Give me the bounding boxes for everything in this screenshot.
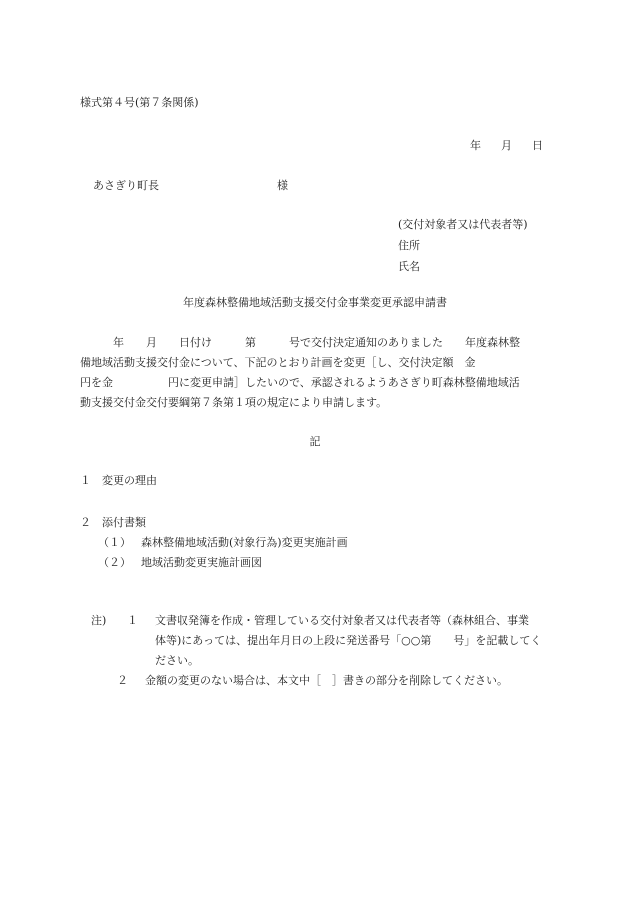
section-attachments: ２ 添付書類 <box>80 516 146 529</box>
note-text: ださい。 <box>155 654 199 667</box>
notes <box>91 612 571 692</box>
attachment-label: （２） <box>98 556 131 569</box>
document-title: 年度森林整備地域活動支援交付金事業変更承認申請書 <box>183 296 447 309</box>
attachment-text: 森林整備地域活動(対象行為)変更実施計画 <box>141 536 348 549</box>
body-line: 動支援交付金交付要綱第７条第１項の規定により申請します。 <box>80 396 388 409</box>
note-row <box>91 632 571 652</box>
date-line <box>470 138 543 154</box>
form-number: 様式第４号(第７条関係) <box>80 96 199 109</box>
attachment-label: （１） <box>98 536 131 549</box>
note-number: ２ <box>117 674 128 687</box>
applicant-name-label: 氏名 <box>398 260 420 273</box>
date-day: 日 <box>532 139 543 152</box>
note-text: 文書収発簿を作成・管理している交付対象者又は代表者等（森林組合、事業 <box>155 614 529 627</box>
body-text <box>80 334 560 414</box>
note-text: 体等)にあっては、提出年月日の上段に発送番号「○○第 号」を記載してく <box>155 634 542 647</box>
date-year: 年 <box>470 139 481 152</box>
note-row <box>91 652 571 672</box>
addressee-name: あさぎり町長 <box>93 179 159 192</box>
notes-prefix: 注) <box>91 614 107 627</box>
ki-heading: 記 <box>309 435 321 448</box>
attachment-text: 地域活動変更実施計画図 <box>141 556 262 569</box>
applicant-block <box>398 216 528 279</box>
note-text: 金額の変更のない場合は、本文中［ ］書きの部分を削除してください。 <box>145 674 508 687</box>
note-number: １ <box>127 614 138 627</box>
addressee-honorific: 様 <box>277 179 288 192</box>
applicant-address-label: 住所 <box>398 239 420 252</box>
section-change-reason: １ 変更の理由 <box>80 474 157 487</box>
attachment-item <box>98 535 348 551</box>
addressee <box>93 178 288 194</box>
note-row <box>91 672 571 692</box>
note-row <box>91 612 571 632</box>
applicant-label: (交付対象者又は代表者等) <box>398 218 528 231</box>
body-line: 円を金 円に変更申請］したいので、承認されるようあさぎり町森林整備地域活 <box>80 376 520 389</box>
date-month: 月 <box>501 139 512 152</box>
body-line: 備地域活動支援交付金について、下記のとおり計画を変更［し、交付決定額 金 <box>80 356 476 369</box>
attachment-item <box>98 555 262 571</box>
body-line: 年 月 日付け 第 号で交付決定通知のありました 年度森林整 <box>80 336 520 349</box>
